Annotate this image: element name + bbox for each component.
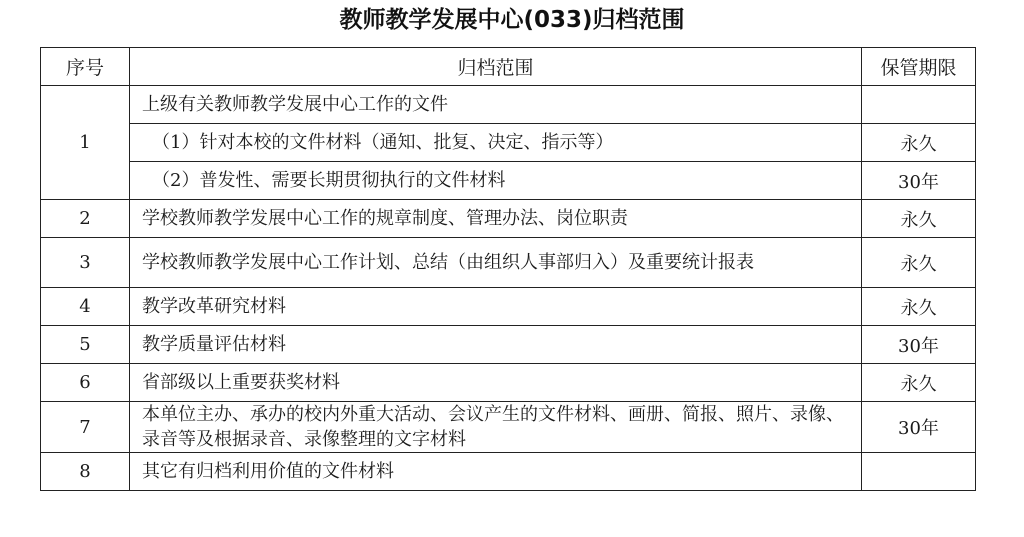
retention-cell: 永久	[862, 238, 976, 288]
table-row	[41, 162, 976, 200]
scope-cell: 学校教师教学发展中心工作计划、总结（由组织人事部归入）及重要统计报表	[130, 238, 862, 288]
scope-cell: 教学改革研究材料	[130, 288, 862, 326]
table-row	[41, 364, 976, 402]
scope-cell: （2）普发性、需要长期贯彻执行的文件材料	[130, 162, 862, 200]
table-row	[41, 326, 976, 364]
serial-no-cell: 7	[41, 402, 130, 453]
serial-no-cell: 5	[41, 326, 130, 364]
scope-cell: （1）针对本校的文件材料（通知、批复、决定、指示等）	[130, 124, 862, 162]
page-title: 教师教学发展中心(033)归档范围	[339, 7, 685, 33]
table-row	[41, 86, 976, 124]
retention-cell: 永久	[862, 288, 976, 326]
table-header-row	[41, 48, 976, 86]
retention-cell: 30年	[862, 326, 976, 364]
table-row	[41, 402, 976, 453]
serial-no-cell: 8	[41, 453, 130, 491]
retention-cell	[862, 453, 976, 491]
table-row	[41, 238, 976, 288]
retention-cell	[862, 86, 976, 124]
scope-cell: 其它有归档利用价值的文件材料	[130, 453, 862, 491]
serial-no-cell: 6	[41, 364, 130, 402]
table-row	[41, 200, 976, 238]
table-row	[41, 288, 976, 326]
retention-cell: 永久	[862, 364, 976, 402]
header-archive-scope: 归档范围	[130, 48, 862, 86]
retention-cell: 永久	[862, 200, 976, 238]
serial-no-cell: 1	[41, 86, 130, 200]
header-serial-no: 序号	[41, 48, 130, 86]
scope-cell: 上级有关教师教学发展中心工作的文件	[130, 86, 862, 124]
retention-cell: 永久	[862, 124, 976, 162]
retention-cell: 30年	[862, 162, 976, 200]
archive-scope-table	[40, 47, 976, 491]
scope-cell: 学校教师教学发展中心工作的规章制度、管理办法、岗位职责	[130, 200, 862, 238]
header-retention-period: 保管期限	[862, 48, 976, 86]
retention-cell: 30年	[862, 402, 976, 453]
table-row	[41, 453, 976, 491]
serial-no-cell: 2	[41, 200, 130, 238]
table-row	[41, 124, 976, 162]
scope-cell: 教学质量评估材料	[130, 326, 862, 364]
serial-no-cell: 4	[41, 288, 130, 326]
scope-cell: 省部级以上重要获奖材料	[130, 364, 862, 402]
serial-no-cell: 3	[41, 238, 130, 288]
scope-cell: 本单位主办、承办的校内外重大活动、会议产生的文件材料、画册、简报、照片、录像、录音等及根据录音、录像整理的文字材料	[130, 402, 862, 453]
